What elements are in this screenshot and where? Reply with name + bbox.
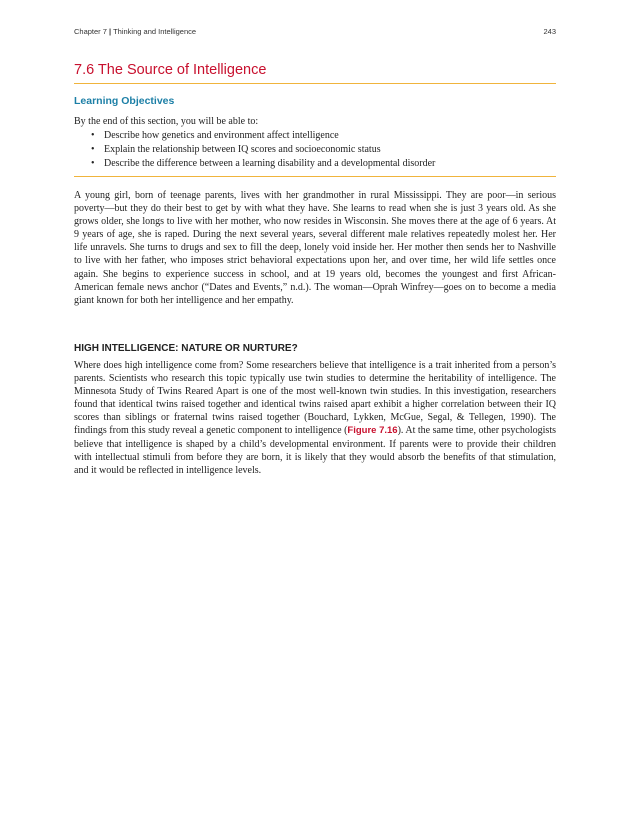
learning-objective-text: Explain the relationship between IQ scores and socioeconomic status — [104, 144, 381, 155]
chapter-title: Thinking and Intelligence — [113, 27, 197, 36]
chapter-label: Chapter 7 — [74, 27, 107, 36]
running-head-chapter — [74, 27, 196, 36]
section-title-rule — [74, 83, 556, 84]
bullet-icon: • — [91, 144, 95, 155]
learning-objective-text: Describe the difference between a learning disability and a developmental disorder — [104, 158, 436, 169]
learning-objective-item — [90, 143, 435, 157]
learning-objectives-heading: Learning Objectives — [74, 95, 175, 107]
page-number: 243 — [543, 27, 556, 36]
figure-reference-link[interactable]: Figure 7.16 — [347, 425, 398, 437]
bullet-icon: • — [91, 130, 95, 141]
subsection-heading: HIGH INTELLIGENCE: NATURE OR NURTURE? — [74, 343, 298, 354]
learning-objective-item — [90, 129, 435, 143]
learning-objectives-list — [90, 129, 435, 171]
learning-objective-text: Describe how genetics and environment affect intelligence — [104, 130, 339, 141]
body-paragraph — [74, 359, 556, 477]
learning-objective-item — [90, 157, 435, 171]
learning-objectives-intro: By the end of this section, you will be able to: — [74, 116, 259, 127]
intro-paragraph: A young girl, born of teenage parents, lives with her grandmother in rural Mississippi. They are poor—in serious poverty—but they do their best to get by with what they have. She learns to read when she is just 3 years old. As she grows older, she longs to live with her mother, who now resides in Wisconsin. She moves there at the age of 6 years. At 9 years of age, she is raped. During the next several years, several different male relatives repeatedly molest her. Her life unravels. She turns to drugs and sex to fill the deep, lonely void inside her. Her mother then sends her to Nashville to live with her father, who imposes strict behavioral expectations upon her, and over time, her wild life settles once again. She begins to experience success in school, and at 19 years old, becomes the youngest and first African-American female news anchor (“Dates and Events,” n.d.). The woman—Oprah Winfrey—goes on to become a media giant known for both her intelligence and her empathy. — [74, 190, 556, 306]
paragraph-text-after-ref: ). At the same time, other psychologists believe that intelligence is shaped by a child’s developmental environment. If parents were to provide their children with intellectual stimuli from before they are born, it is likely that they would absorb the benefits of that stimulation, and it would be reflected in intelligence levels. — [74, 425, 556, 476]
section-title: 7.6 The Source of Intelligence — [74, 62, 267, 78]
running-head-separator: | — [109, 27, 112, 36]
running-head — [74, 27, 556, 39]
paragraph-text-before-ref: Where does high intelligence come from? Some researchers believe that intelligence is a trait inherited from a person’s parents. Scientists who research this topic typically use twin studies to determine the heritability of intelligence. The Minnesota Study of Twins Reared Apart is one of the most well-known twin studies. In this investigation, researchers found that identical twins raised together and identical twins raised apart exhibit a higher correlation between their IQ scores than siblings or fraternal twins raised together (Bouchard, Lykken, McGue, Segal, & Tellegen, 1990). The findings from this study reveal a genetic component to intelligence ( — [74, 360, 556, 437]
learning-objectives-rule — [74, 176, 556, 177]
bullet-icon: • — [91, 158, 95, 169]
